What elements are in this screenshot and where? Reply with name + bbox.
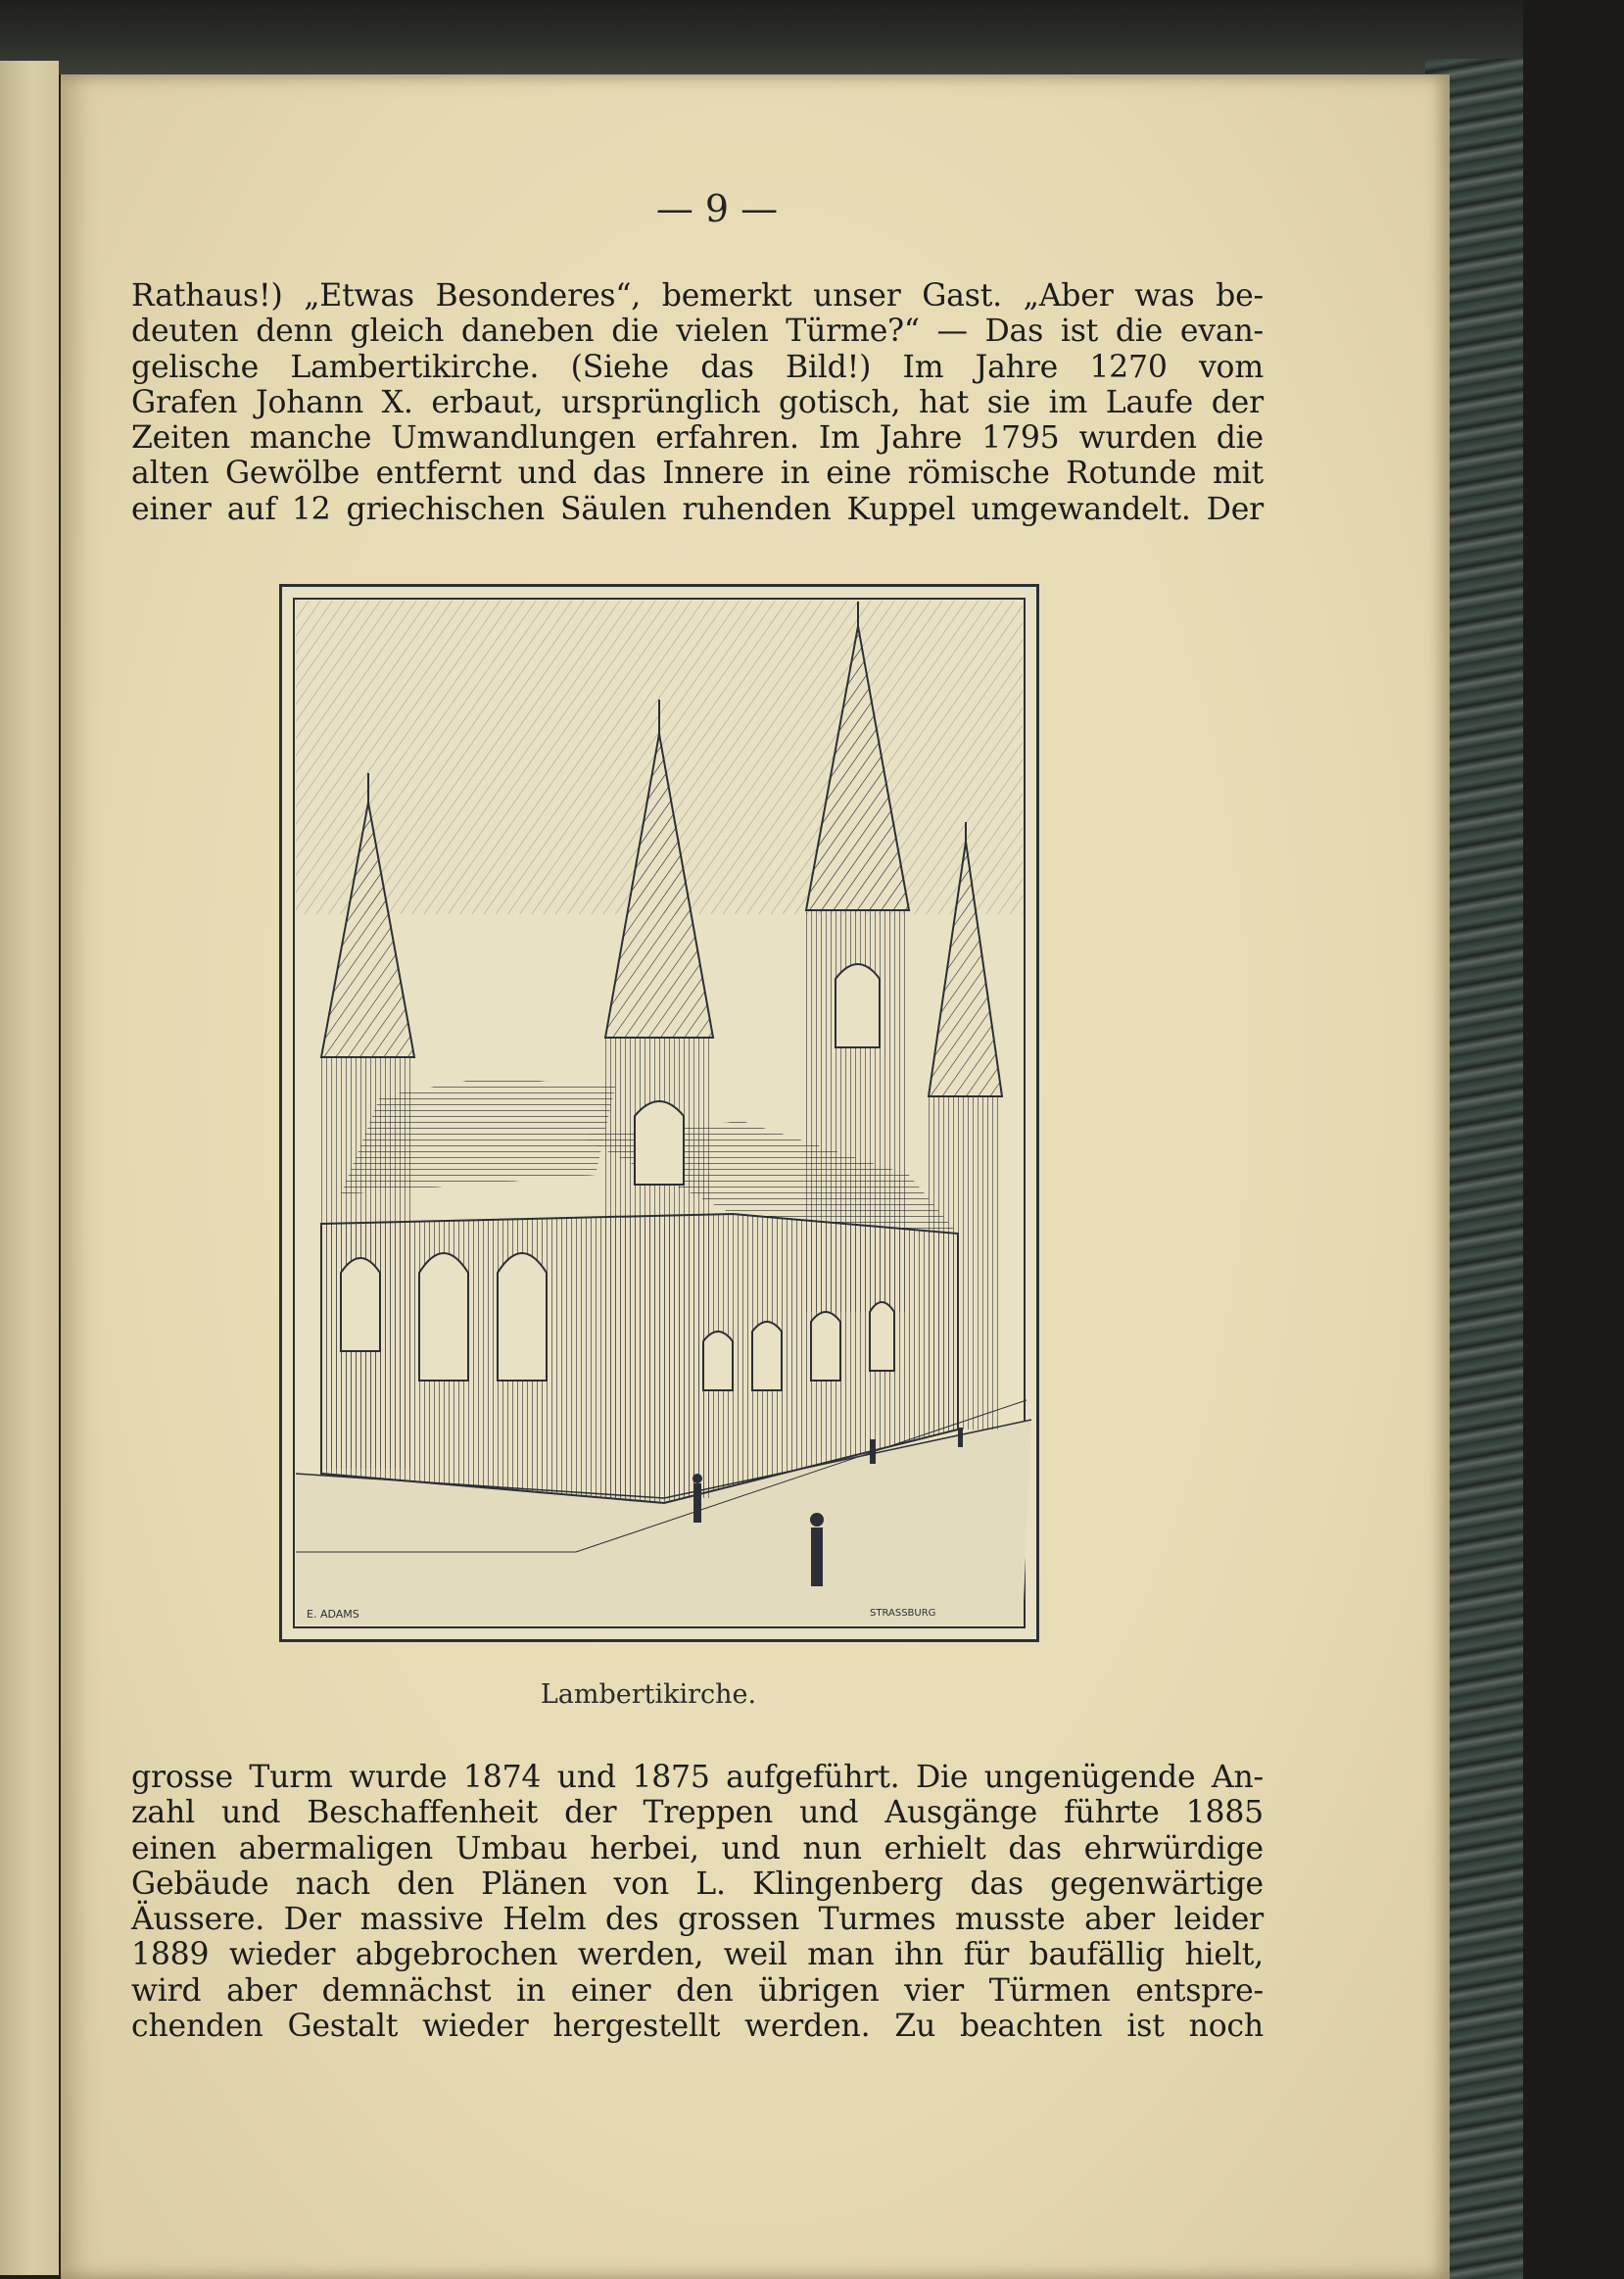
text-line: Rathaus!) „Etwas Besonderes“, bemerkt unser Gast. „Aber was be-: [131, 278, 1264, 314]
text-line: Äussere. Der massive Helm des grossen Turmes musste aber leider: [131, 1902, 1264, 1938]
text-line: alten Gewölbe entfernt und das Innere in eine römische Rotunde mit: [131, 456, 1264, 492]
text-line: grosse Turm wurde 1874 und 1875 aufgeführt. Die ungenügende An-: [131, 1760, 1264, 1795]
text-line: einer auf 12 griechischen Säulen ruhenden Kuppel umgewandelt. Der: [131, 491, 1264, 527]
background-edge: [1523, 0, 1624, 2279]
church-illustration: [282, 587, 1036, 1639]
figure-caption: Lambertikirche.: [540, 1679, 757, 1710]
page-number: — 9 —: [655, 187, 779, 230]
text-line: Grafen Johann X. erbaut, ursprünglich gotisch, hat sie im Laufe der: [131, 384, 1264, 420]
text-line: Zeiten manche Umwandlungen erfahren. Im Jahre 1795 wurden die: [131, 420, 1264, 457]
text-line: deuten denn gleich daneben die vielen Türme?“ — Das ist die evan-: [131, 314, 1264, 350]
engraver-signature-right: STRASSBURG: [870, 1608, 936, 1619]
text-line: wird aber demnächst in einer den übrigen vier Türmen entspre-: [131, 1972, 1264, 2009]
book-top-binding: [0, 0, 1624, 74]
text-line: einen abermaligen Umbau herbei, und nun erhielt das ehrwürdige: [131, 1830, 1264, 1867]
text-line: chenden Gestalt wieder hergestellt werden. Zu beachten ist noch: [131, 2009, 1264, 2045]
left-page-edge: [0, 61, 59, 2275]
text-line: 1889 wieder abgebrochen werden, weil man ihn für baufällig hielt,: [131, 1937, 1264, 1973]
text-line: gelische Lambertikirche. (Siehe das Bild!) Im Jahre 1270 vom: [131, 349, 1264, 385]
paragraph-1: [131, 278, 1264, 527]
text-line: zahl und Beschaffenheit der Treppen und Ausgänge führte 1885: [131, 1795, 1264, 1831]
paragraph-2: [131, 1760, 1264, 2044]
engraver-signature-left: E. ADAMS: [307, 1608, 359, 1621]
church-engraving: [279, 584, 1039, 1642]
text-line: Gebäude nach den Plänen von L. Klingenberg das gegenwärtige: [131, 1866, 1264, 1902]
book-page: [61, 74, 1450, 2279]
